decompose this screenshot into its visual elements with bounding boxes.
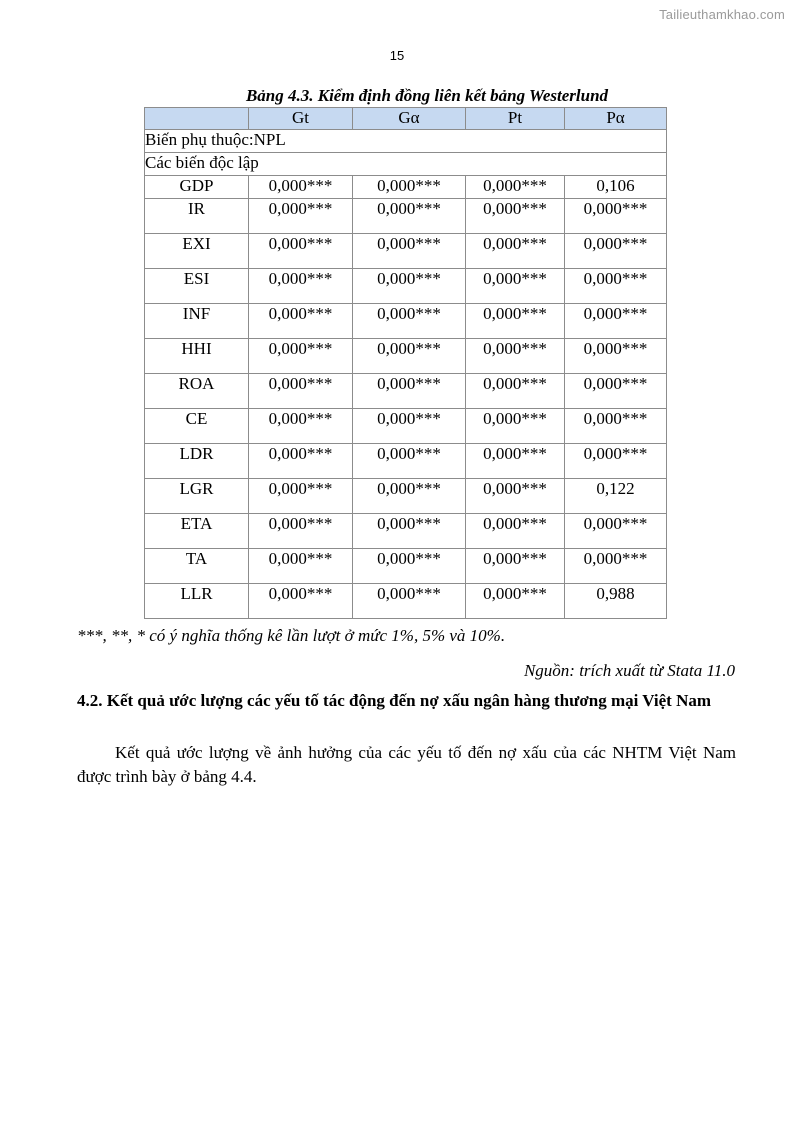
p-value-cell: 0,000***: [565, 549, 667, 584]
p-value-cell: 0,000***: [466, 234, 565, 269]
p-value-cell: 0,000***: [353, 199, 466, 234]
p-value-cell: 0,000***: [353, 339, 466, 374]
p-value-cell: 0,000***: [249, 176, 353, 199]
p-value-cell: 0,000***: [353, 234, 466, 269]
p-value-cell: 0,000***: [249, 374, 353, 409]
p-value-cell: 0,000***: [466, 444, 565, 479]
header-cell: Gα: [353, 108, 466, 130]
p-value-cell: 0,000***: [466, 584, 565, 619]
p-value-cell: 0,000***: [353, 374, 466, 409]
table-row: [145, 339, 667, 374]
variable-name-cell: HHI: [145, 339, 249, 374]
p-value-cell: 0,000***: [353, 409, 466, 444]
p-value-cell: 0,988: [565, 584, 667, 619]
dependent-variable-label: Biến phụ thuộc:NPL: [145, 130, 667, 153]
p-value-cell: 0,000***: [466, 199, 565, 234]
p-value-cell: 0,000***: [565, 374, 667, 409]
p-value-cell: 0,000***: [249, 549, 353, 584]
p-value-cell: 0,000***: [466, 514, 565, 549]
p-value-cell: 0,000***: [249, 269, 353, 304]
p-value-cell: 0,000***: [466, 176, 565, 199]
variable-name-cell: ROA: [145, 374, 249, 409]
table-row: [145, 479, 667, 514]
variable-name-cell: LGR: [145, 479, 249, 514]
p-value-cell: 0,000***: [249, 479, 353, 514]
p-value-cell: 0,000***: [466, 339, 565, 374]
variable-name-cell: TA: [145, 549, 249, 584]
p-value-cell: 0,000***: [565, 199, 667, 234]
p-value-cell: 0,122: [565, 479, 667, 514]
p-value-cell: 0,106: [565, 176, 667, 199]
significance-note: ***, **, * có ý nghĩa thống kê lần lượt ở mức 1%, 5% và 10%.: [77, 626, 506, 645]
p-value-cell: 0,000***: [353, 584, 466, 619]
p-value-cell: 0,000***: [353, 304, 466, 339]
table-row: [145, 304, 667, 339]
variable-name-cell: EXI: [145, 234, 249, 269]
p-value-cell: 0,000***: [565, 514, 667, 549]
independent-variables-row: [145, 153, 667, 176]
variable-name-cell: INF: [145, 304, 249, 339]
p-value-cell: 0,000***: [249, 199, 353, 234]
table-row: [145, 374, 667, 409]
header-cell: Gt: [249, 108, 353, 130]
p-value-cell: 0,000***: [565, 444, 667, 479]
header-cell: Pα: [565, 108, 667, 130]
p-value-cell: 0,000***: [353, 514, 466, 549]
variable-name-cell: ESI: [145, 269, 249, 304]
p-value-cell: 0,000***: [249, 339, 353, 374]
variable-name-cell: IR: [145, 199, 249, 234]
header-cell: Pt: [466, 108, 565, 130]
page-number: 15: [389, 48, 405, 63]
p-value-cell: 0,000***: [466, 549, 565, 584]
p-value-cell: 0,000***: [466, 409, 565, 444]
p-value-cell: 0,000***: [353, 269, 466, 304]
variable-name-cell: CE: [145, 409, 249, 444]
table-row: [145, 176, 667, 199]
table-header-row: [145, 108, 667, 130]
p-value-cell: 0,000***: [249, 304, 353, 339]
p-value-cell: 0,000***: [466, 269, 565, 304]
table-row: [145, 584, 667, 619]
variable-name-cell: LLR: [145, 584, 249, 619]
p-value-cell: 0,000***: [466, 479, 565, 514]
p-value-cell: 0,000***: [466, 374, 565, 409]
westerlund-table: [144, 107, 667, 619]
p-value-cell: 0,000***: [565, 304, 667, 339]
p-value-cell: 0,000***: [249, 234, 353, 269]
p-value-cell: 0,000***: [249, 444, 353, 479]
table-row: [145, 409, 667, 444]
body-paragraph: Kết quả ước lượng về ảnh hưởng của các yếu tố đến nợ xấu của các NHTM Việt Nam được trình bày ở bảng 4.4.: [77, 743, 736, 786]
source-note: Nguồn: trích xuất từ Stata 11.0: [523, 661, 735, 680]
p-value-cell: 0,000***: [249, 514, 353, 549]
section-heading: 4.2. Kết quả ước lượng các yếu tố tác động đến nợ xấu ngân hàng thương mại Việt Nam: [77, 691, 712, 710]
p-value-cell: 0,000***: [353, 549, 466, 584]
table-row: [145, 514, 667, 549]
table-caption: Bảng 4.3. Kiểm định đồng liên kết bảng Westerlund: [245, 86, 609, 105]
header-cell: [145, 108, 249, 130]
p-value-cell: 0,000***: [353, 444, 466, 479]
p-value-cell: 0,000***: [249, 409, 353, 444]
p-value-cell: 0,000***: [249, 584, 353, 619]
table-row: [145, 269, 667, 304]
table-row: [145, 444, 667, 479]
table-row: [145, 549, 667, 584]
independent-variables-label: Các biến độc lập: [145, 153, 667, 176]
p-value-cell: 0,000***: [565, 409, 667, 444]
p-value-cell: 0,000***: [353, 176, 466, 199]
p-value-cell: 0,000***: [353, 479, 466, 514]
p-value-cell: 0,000***: [565, 339, 667, 374]
p-value-cell: 0,000***: [565, 269, 667, 304]
table-row: [145, 234, 667, 269]
p-value-cell: 0,000***: [466, 304, 565, 339]
watermark: Tailieuthamkhao.com: [659, 7, 785, 22]
table-row: [145, 199, 667, 234]
variable-name-cell: ETA: [145, 514, 249, 549]
dependent-variable-row: [145, 130, 667, 153]
variable-name-cell: GDP: [145, 176, 249, 199]
variable-name-cell: LDR: [145, 444, 249, 479]
p-value-cell: 0,000***: [565, 234, 667, 269]
